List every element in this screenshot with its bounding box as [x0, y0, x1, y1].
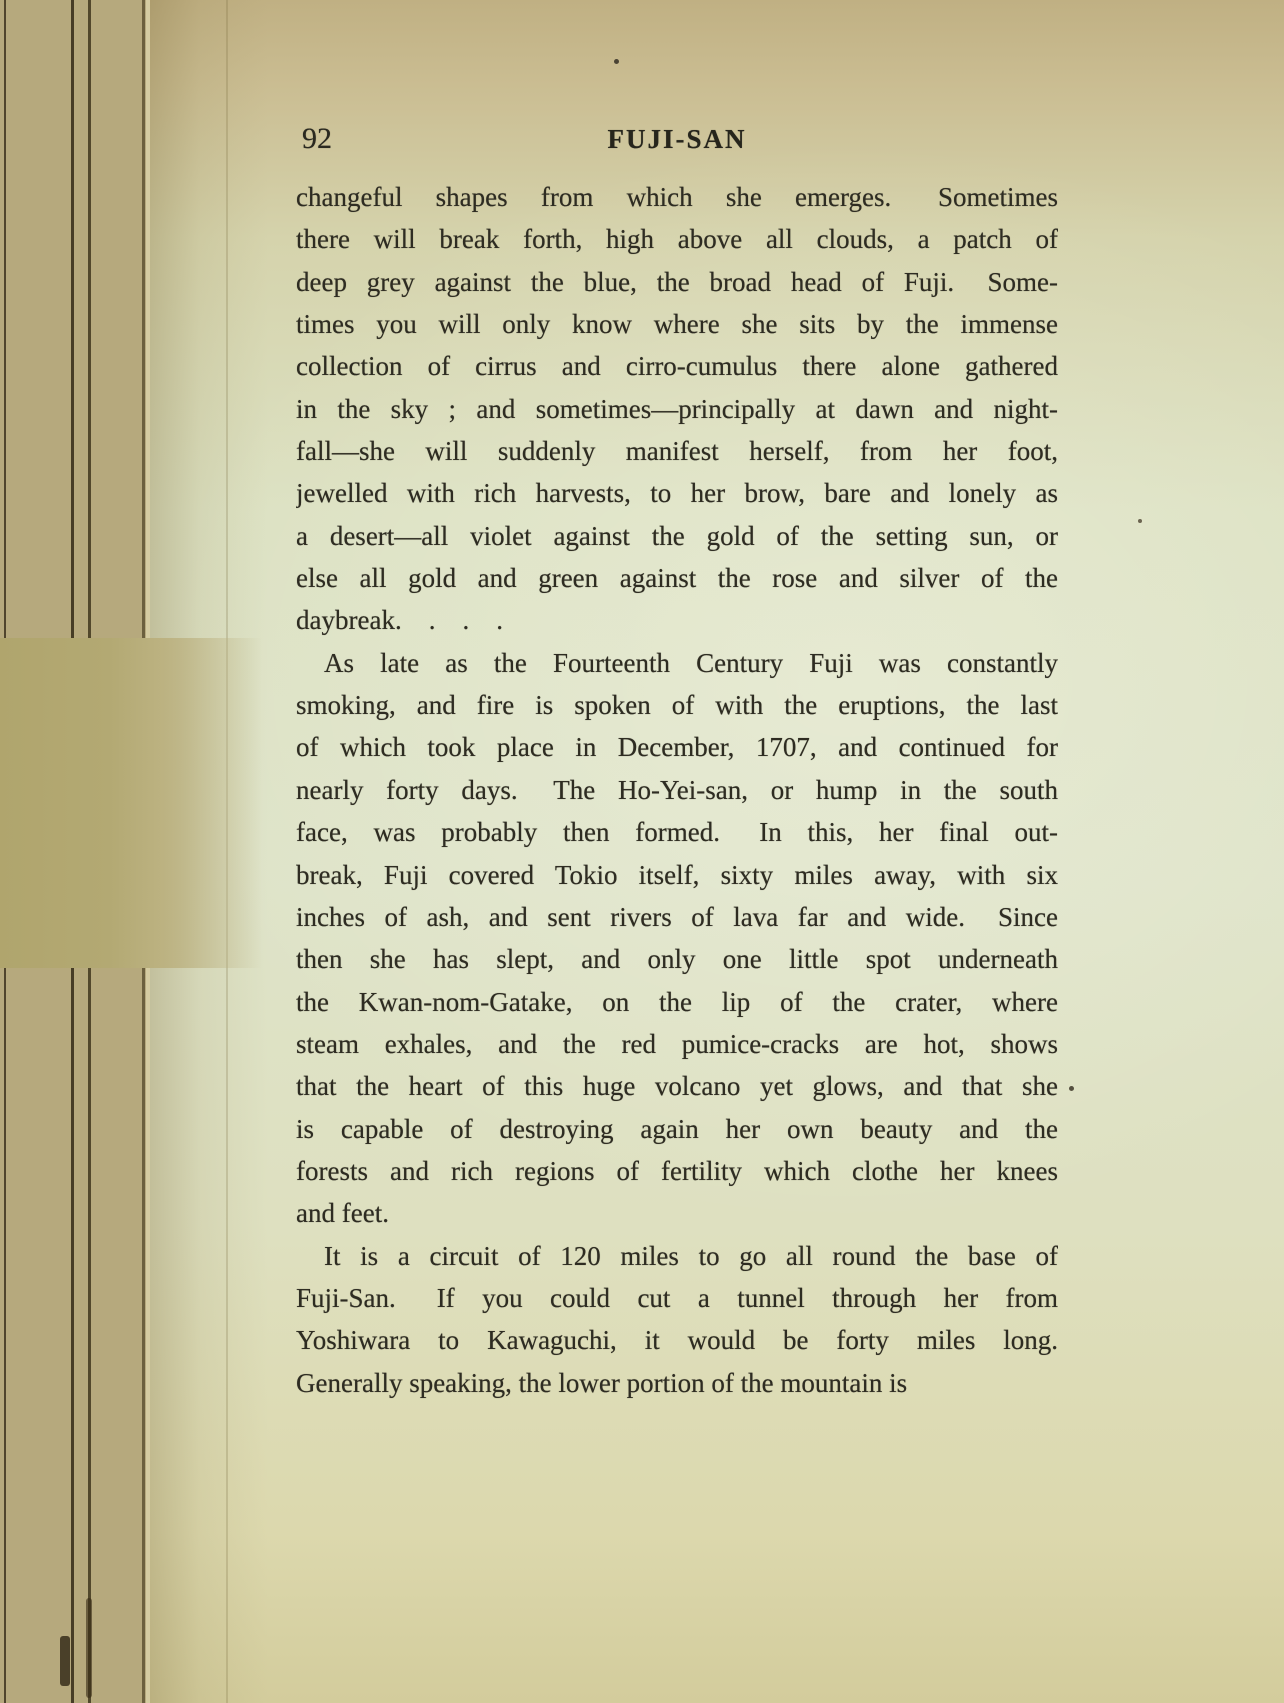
body-line: As late as the Fourteenth Century Fuji was constantly [324, 647, 1058, 678]
running-head: FUJI-SAN [607, 124, 747, 154]
scan-speck [614, 59, 619, 64]
body-line: there will break forth, high above all clouds, a patch of [296, 224, 1058, 255]
scan-speck [60, 1636, 70, 1686]
body-line: and feet. [296, 1198, 389, 1229]
body-line: then she has slept, and only one little spot underneath [296, 944, 1058, 975]
scan-speck [86, 1598, 92, 1698]
body-line: times you will only know where she sits by the immense [296, 309, 1058, 340]
scan-speck [1138, 519, 1142, 523]
body-line: is capable of destroying again her own beauty and the [296, 1113, 1058, 1144]
body-text [296, 176, 1058, 1404]
body-line: inches of ash, and sent rivers of lava far and wide. Since [296, 901, 1058, 932]
body-line: of which took place in December, 1707, and continued for [296, 732, 1058, 763]
scan-speck [1069, 1086, 1074, 1091]
body-line: collection of cirrus and cirro-cumulus there alone gathered [296, 351, 1058, 382]
body-line: jewelled with rich harvests, to her brow, bare and lonely as [296, 478, 1058, 509]
body-line: Generally speaking, the lower portion of the mountain is [296, 1367, 908, 1398]
body-line: daybreak. . . . [296, 605, 503, 636]
body-line: break, Fuji covered Tokio itself, sixty miles away, with six [296, 859, 1058, 890]
body-line: that the heart of this huge volcano yet glows, and that she [296, 1071, 1058, 1102]
body-line: else all gold and green against the rose and silver of the [296, 563, 1058, 594]
body-line: a desert—all violet against the gold of the setting sun, or [296, 520, 1058, 551]
body-line: face, was probably then formed. In this, her final out- [296, 817, 1058, 848]
body-line: It is a circuit of 120 miles to go all round the base of [324, 1240, 1058, 1271]
body-line: nearly forty days. The Ho-Yei-san, or hump in the south [296, 774, 1058, 805]
body-line: changeful shapes from which she emerges. Sometimes [296, 182, 1058, 212]
body-line: Yoshiwara to Kawaguchi, it would be forty miles long. [296, 1325, 1058, 1356]
body-line: forests and rich regions of fertility which clothe her knees [296, 1155, 1058, 1186]
body-line: Fuji-San. If you could cut a tunnel through her from [296, 1282, 1058, 1313]
body-line: deep grey against the blue, the broad head of Fuji. Some- [296, 266, 1058, 297]
page-number: 92 [302, 122, 332, 155]
body-line: fall—she will suddenly manifest herself, from her foot, [296, 436, 1058, 467]
body-line: steam exhales, and the red pumice-cracks are hot, shows [296, 1028, 1058, 1059]
body-line: in the sky ; and sometimes—principally at dawn and night- [296, 393, 1058, 424]
body-line: smoking, and fire is spoken of with the eruptions, the last [296, 690, 1058, 721]
gutter-shadow-band [0, 638, 262, 968]
body-line: the Kwan-nom-Gatake, on the lip of the crater, where [296, 986, 1058, 1017]
